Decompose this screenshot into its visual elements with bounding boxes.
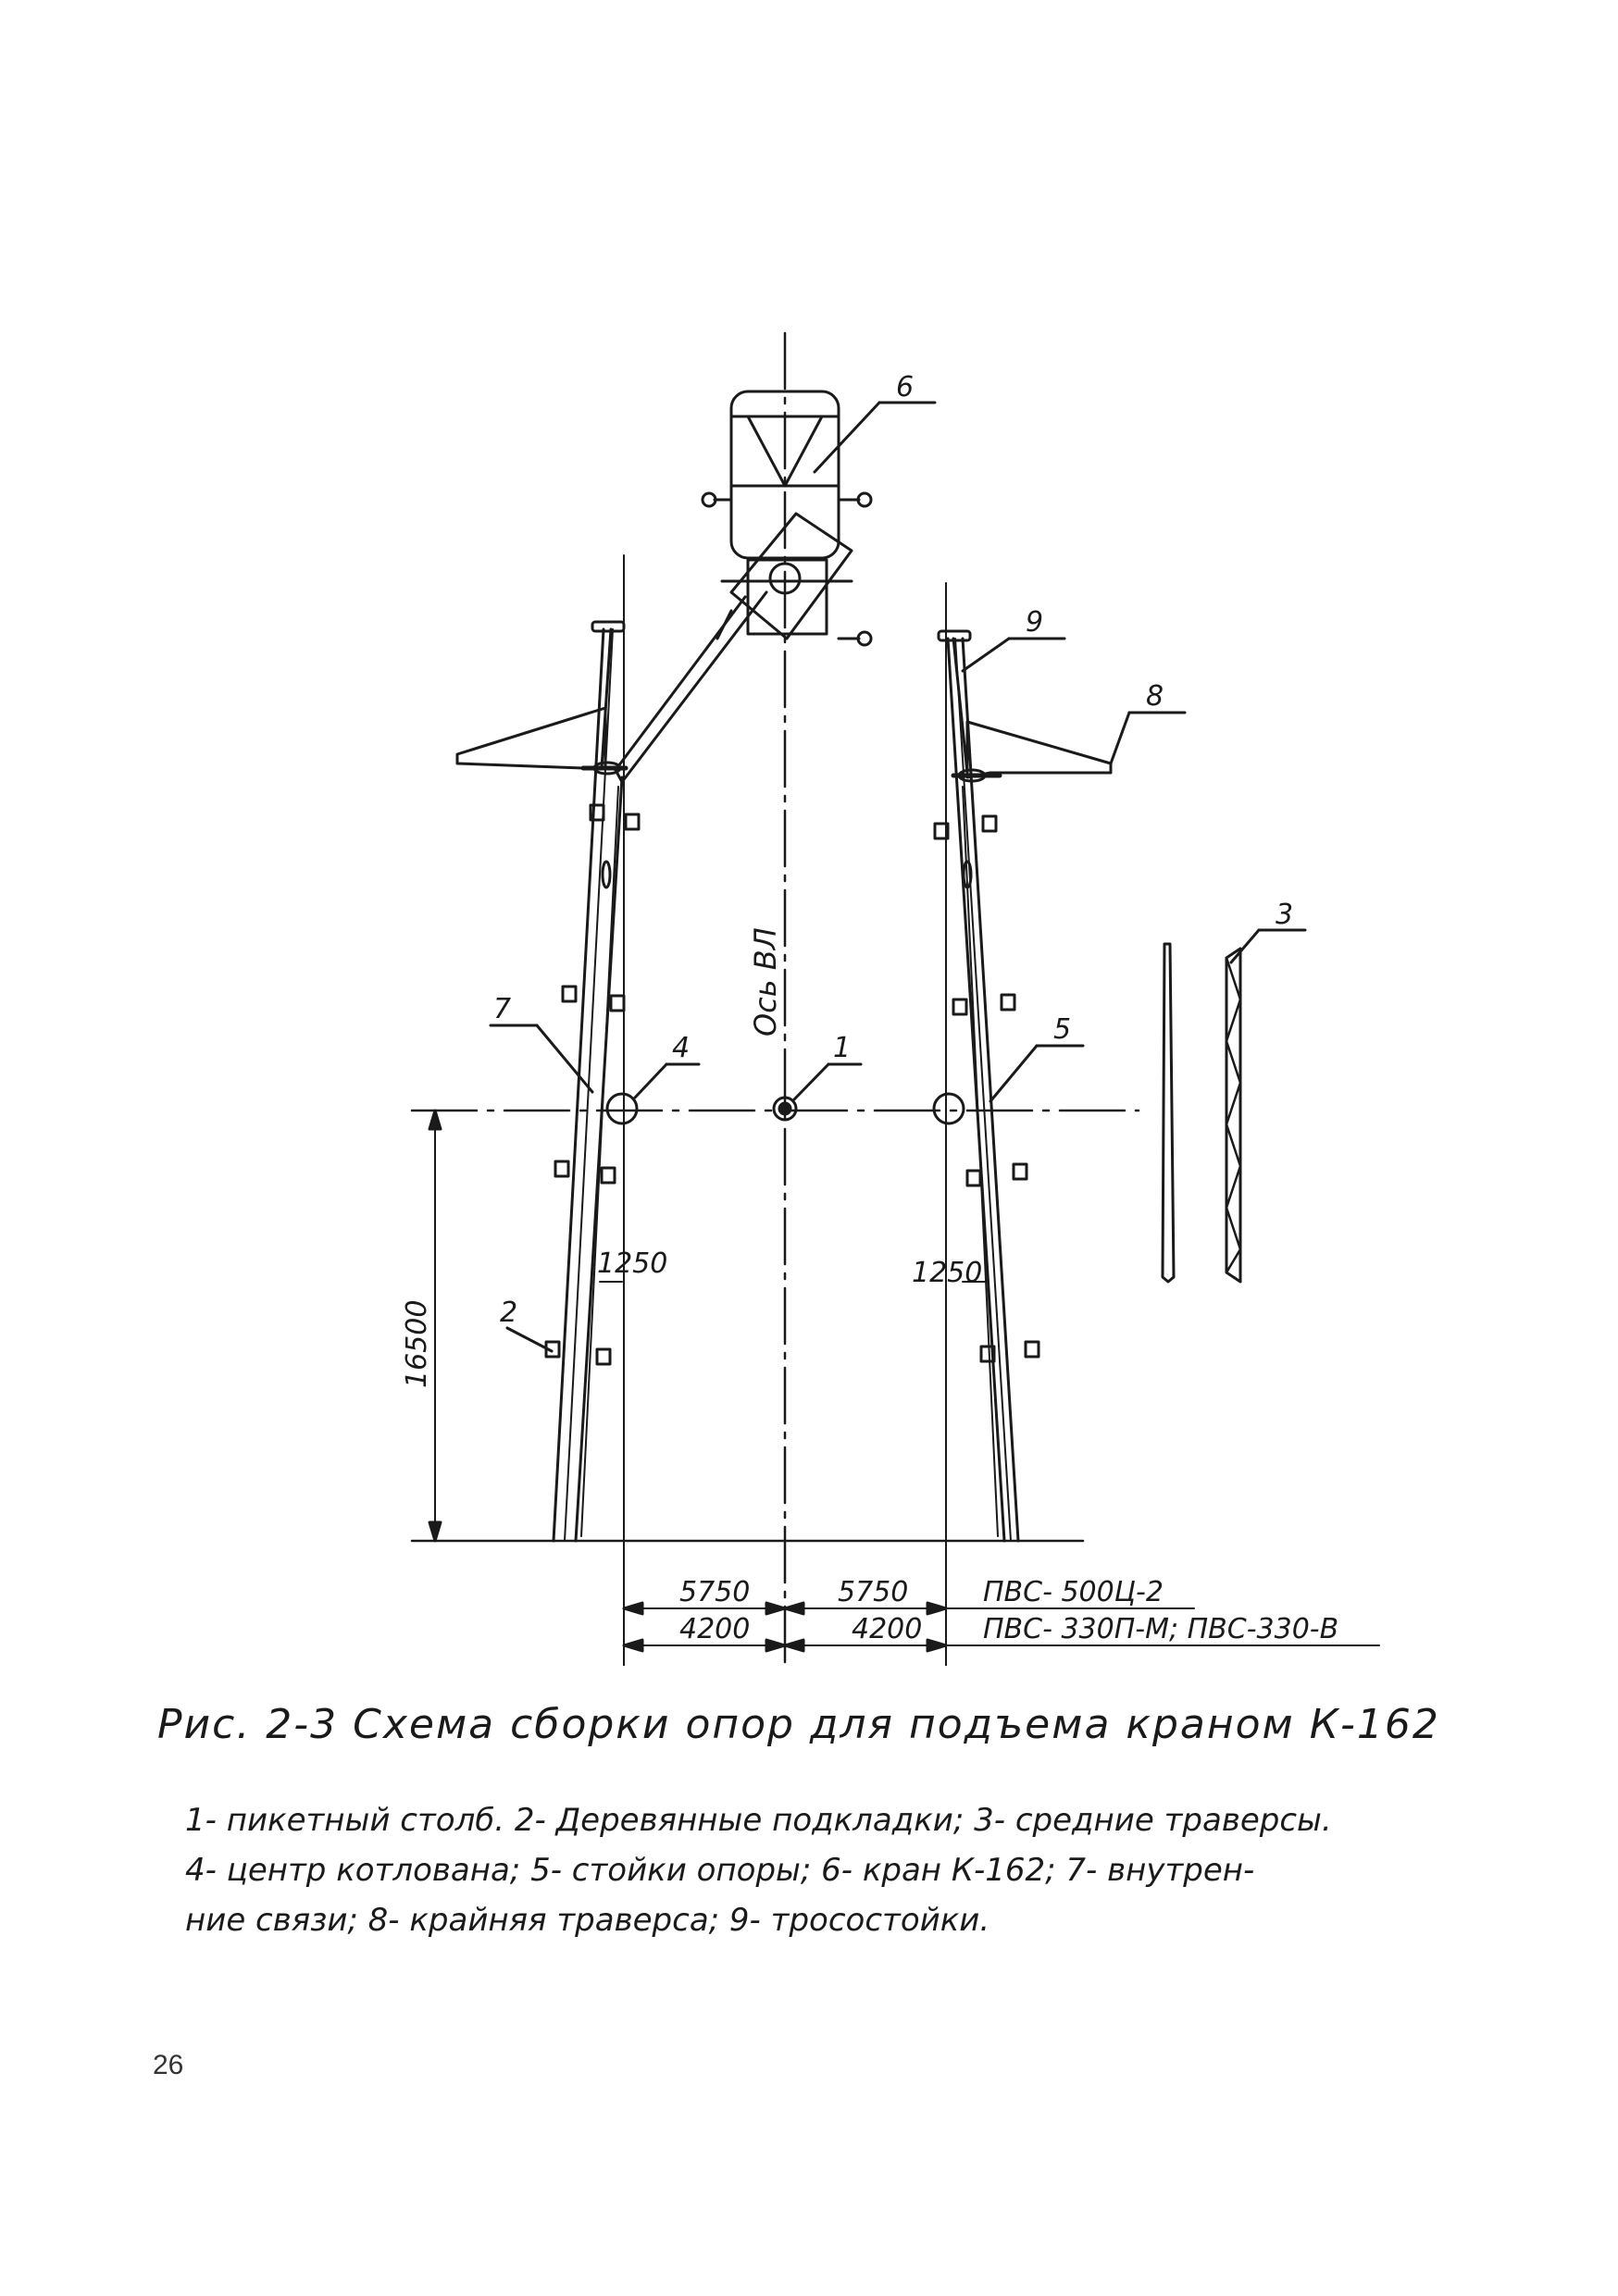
- crane-cab-inner-2: [748, 416, 785, 486]
- label-7: 7: [493, 993, 512, 1025]
- legend-line-2: 4- центр котлована; 5- стойки опоры; 6- кран К-162; 7- внутрен-: [185, 1852, 1255, 1889]
- support-right: [934, 631, 1111, 1541]
- right-pad-4: [1002, 995, 1014, 1010]
- label-9: 9: [1026, 606, 1044, 639]
- label-4: 4: [672, 1032, 691, 1064]
- legend-line-3: ние связи; 8- крайняя траверса; 9- тросостойки.: [185, 1902, 990, 1939]
- dim-row1-left: 5750: [679, 1576, 751, 1608]
- figure-caption: Рис. 2-3 Схема сборки опор для подъема краном К-162: [157, 1701, 1440, 1748]
- right-pad-3: [953, 999, 966, 1014]
- leader-7: [537, 1025, 592, 1092]
- right-pad-8: [1026, 1342, 1039, 1357]
- left-internal-brace: [581, 787, 618, 1536]
- right-end-traverse: [967, 722, 1111, 777]
- crane-k162: [616, 391, 871, 782]
- right-pad-6: [1014, 1164, 1027, 1179]
- left-pad-6: [602, 1168, 615, 1183]
- left-cable-stand-cap: [592, 622, 624, 631]
- dim-row2-right: 4200: [852, 1613, 923, 1645]
- leader-1: [794, 1064, 828, 1099]
- label-6: 6: [896, 371, 915, 403]
- middle-traverse-lattice: [1226, 958, 1240, 1272]
- left-pad-3: [563, 987, 576, 1001]
- left-pad-8: [597, 1349, 610, 1364]
- left-pad-2: [626, 814, 639, 829]
- dim-row2-arrow-r: [927, 1640, 946, 1651]
- right-pad-2: [983, 816, 996, 831]
- dim-row2-left: 4200: [679, 1613, 751, 1645]
- middle-traverse-side: [1163, 944, 1174, 1282]
- right-internal-brace: [963, 787, 998, 1536]
- label-3: 3: [1276, 899, 1294, 931]
- dim-row2-arrow-l: [624, 1640, 642, 1651]
- dim-height-arrow-bottom: [429, 1522, 441, 1541]
- dim-row2-note: ПВС- 330П-М; ПВС-330-В: [983, 1613, 1339, 1645]
- dim-row1-arrow-l: [624, 1603, 642, 1614]
- crane-rear-body: [748, 560, 827, 634]
- dim-row1-arrow-m1: [766, 1603, 785, 1614]
- right-pit-center: [934, 1094, 964, 1123]
- picket-post-dot: [779, 1103, 790, 1114]
- leader-9: [963, 639, 1009, 671]
- left-pit-center: [607, 1094, 637, 1123]
- label-1: 1: [833, 1032, 852, 1064]
- crane-boom-left-edge: [717, 611, 731, 639]
- right-pad-5: [967, 1171, 980, 1185]
- dim-height-arrow-top: [429, 1111, 441, 1129]
- dim-row2-arrow-m1: [766, 1640, 785, 1651]
- dim-gap-left-label: 1250: [597, 1247, 668, 1280]
- dim-row1-arrow-m2: [785, 1603, 803, 1614]
- dim-row1-right: 5750: [838, 1576, 909, 1608]
- leader-8: [1111, 713, 1129, 763]
- leader-2: [507, 1328, 552, 1351]
- dim-row2-arrow-m2: [785, 1640, 803, 1651]
- left-pad-5: [555, 1161, 568, 1176]
- dim-height-label: 16500: [401, 1299, 433, 1388]
- middle-traverses: [1163, 944, 1240, 1282]
- dim-row1-note: ПВС- 500Ц-2: [983, 1576, 1164, 1608]
- leader-6: [815, 403, 879, 472]
- label-2: 2: [500, 1297, 518, 1329]
- left-end-traverse: [457, 708, 605, 768]
- legend-line-1: 1- пикетный столб. 2- Деревянные подкладки; 3- средние траверсы.: [185, 1802, 1332, 1839]
- leader-5: [990, 1046, 1037, 1101]
- axis-label: Ось ВЛ: [748, 927, 783, 1036]
- figure-legend: [185, 1795, 1500, 1945]
- crane-cab-inner-3: [785, 416, 822, 486]
- label-8: 8: [1146, 680, 1164, 713]
- leader-3: [1231, 930, 1259, 962]
- page-number: 26: [153, 2050, 184, 2080]
- dim-gap-right-label: 1250: [912, 1257, 983, 1289]
- leader-4: [635, 1064, 666, 1098]
- support-left: [457, 622, 639, 1541]
- left-pad-4: [611, 996, 624, 1011]
- crane-boom-upper: [622, 592, 766, 782]
- dim-row1-arrow-r: [927, 1603, 946, 1614]
- label-5: 5: [1053, 1013, 1072, 1046]
- left-leg-slot: [603, 862, 610, 887]
- right-cable-stand-cap: [939, 631, 970, 640]
